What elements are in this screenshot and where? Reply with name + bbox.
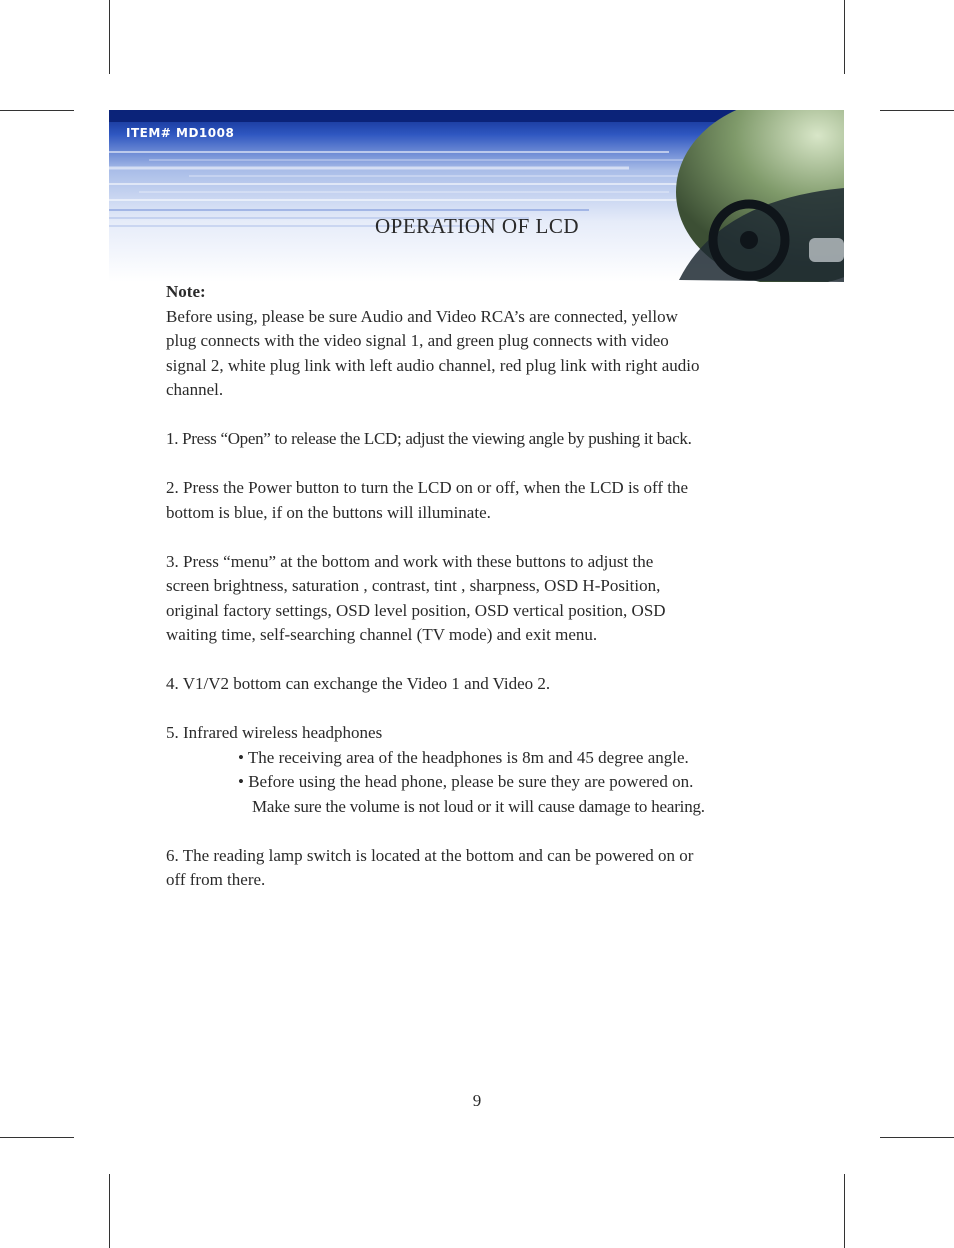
- step-3-line: original factory settings, OSD level position, OSD vertical position, OSD: [166, 600, 666, 620]
- step-4: 4. V1/V2 bottom can exchange the Video 1 and Video 2.: [166, 674, 551, 693]
- crop-mark-top-right: [844, 0, 845, 74]
- step-2-line: 2. Press the Power button to turn the LCD on or off, when the LCD is off the: [166, 478, 689, 497]
- step-3-line: screen brightness, saturation , contrast, tint , sharpness, OSD H-Position,: [166, 576, 661, 595]
- note-label: Note:: [166, 282, 206, 301]
- step-5-title: 5. Infrared wireless headphones: [166, 723, 383, 742]
- bullet-item: • Before using the head phone, please be sure they are powered on.: [238, 772, 694, 791]
- step-3-line: 3. Press “menu” at the bottom and work with these buttons to adjust the: [166, 551, 654, 571]
- step-3-line: waiting time, self-searching channel (TV mode) and exit menu.: [166, 625, 598, 644]
- header-banner: [109, 110, 844, 282]
- crop-mark-left-bottom: [0, 1137, 74, 1138]
- crop-mark-right-top: [880, 110, 954, 111]
- crop-mark-right-bottom: [880, 1137, 954, 1138]
- crop-mark-top-left: [109, 0, 110, 74]
- crop-mark-bottom-left: [109, 1174, 110, 1248]
- bullet-continuation: Make sure the volume is not loud or it will cause damage to hearing.: [252, 796, 705, 816]
- bullet-item: • The receiving area of the headphones is 8m and 45 degree angle.: [238, 747, 689, 767]
- note-line: channel.: [166, 380, 224, 399]
- crop-mark-bottom-right: [844, 1174, 845, 1248]
- note-line: signal 2, white plug link with left audio channel, red plug link with right audio: [166, 355, 700, 375]
- note-line: plug connects with the video signal 1, and green plug connects with video: [166, 331, 669, 350]
- instructions: [166, 280, 806, 893]
- step-6-line: off from there.: [166, 870, 266, 889]
- item-number: ITEM# MD1008: [126, 126, 235, 140]
- page-number: 9: [472, 1091, 482, 1110]
- step-6-line: 6. The reading lamp switch is located at the bottom and can be powered on or: [166, 845, 694, 865]
- step-2-line: bottom is blue, if on the buttons will illuminate.: [166, 502, 491, 522]
- step-1: 1. Press “Open” to release the LCD; adjust the viewing angle by pushing it back.: [166, 429, 692, 448]
- page-title: OPERATION OF LCD: [374, 214, 579, 238]
- headphone-bullets: [166, 746, 806, 820]
- note-line: Before using, please be sure Audio and Video RCA’s are connected, yellow: [166, 306, 678, 326]
- crop-mark-left-top: [0, 110, 74, 111]
